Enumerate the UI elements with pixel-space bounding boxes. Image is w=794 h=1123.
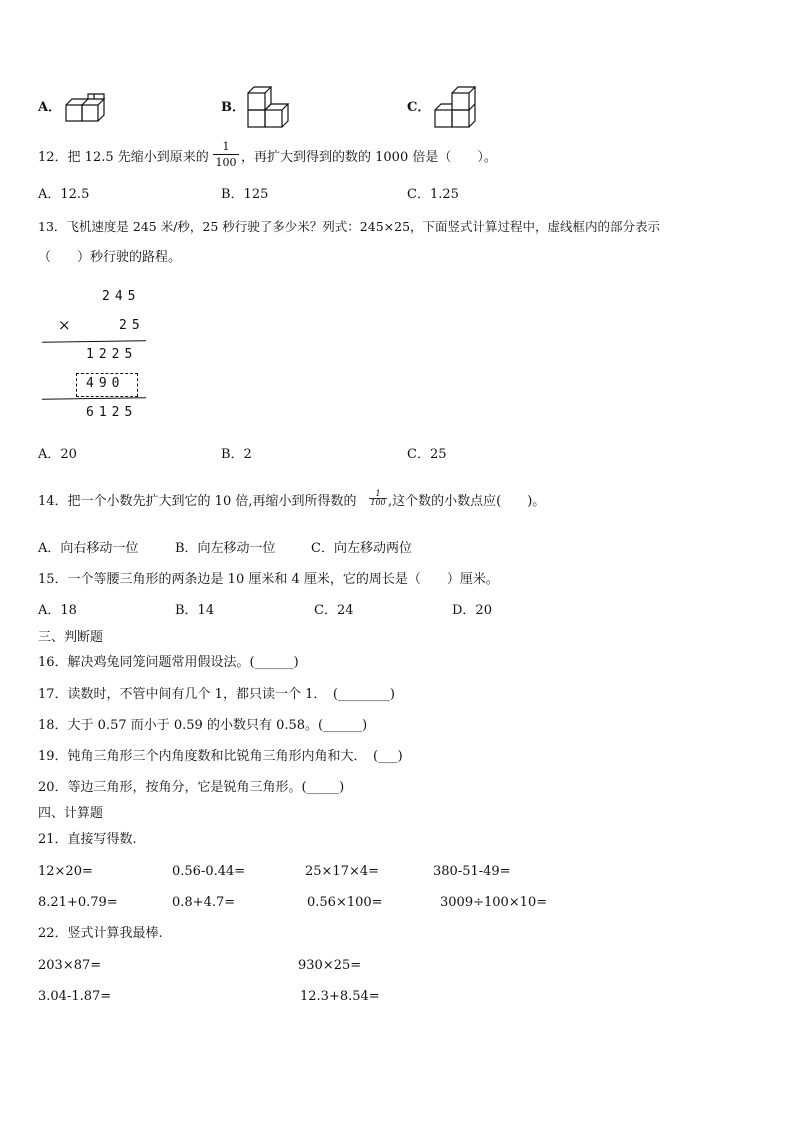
q21-r2-c4: 3009÷100×10= <box>440 895 548 910</box>
calc-row-5: 6125 <box>86 405 138 420</box>
q12-prefix: 12．把 12.5 先缩小到原来的 <box>38 150 209 165</box>
cube-stack-c-icon <box>433 84 479 130</box>
q15-option-b: B．14 <box>175 603 215 618</box>
q21-r1-c2: 0.56-0.44= <box>172 864 246 879</box>
q11-option-b-label: B． <box>221 100 245 115</box>
q14-frac-numerator: 1 <box>375 489 381 498</box>
q21-r2-c2: 0.8+4.7= <box>172 895 236 910</box>
q15-option-a: A．18 <box>38 603 77 618</box>
q21-r2-c3: 0.56×100= <box>307 895 383 910</box>
q21-r1-c3: 25×17×4= <box>305 864 380 879</box>
q12-frac-numerator: 1 <box>222 140 230 153</box>
cube-stack-b-icon <box>246 84 292 130</box>
calc-rule-1 <box>42 340 146 342</box>
q22-r2-c1: 3.04-1.87= <box>38 989 112 1004</box>
q22-r1-c2: 930×25= <box>298 958 362 973</box>
q21-r1-c4: 380-51-49= <box>433 864 511 879</box>
q14-frac-denominator: 100 <box>370 498 386 507</box>
q14-fraction <box>369 490 387 507</box>
q12-frac-bar <box>213 154 239 155</box>
q18-text: 18．大于 0.57 而小于 0.59 的小数只有 0.58。(______) <box>38 718 368 733</box>
q12-option-c: C．1.25 <box>407 187 459 202</box>
calc-row-2: 25 <box>119 318 145 333</box>
q21-title: 21．直接写得数. <box>38 832 137 847</box>
q13-line2: （ ）秒行驶的路程。 <box>38 250 182 265</box>
q21-r1-c1: 12×20= <box>38 864 93 879</box>
q11-option-c-label: C． <box>407 100 431 115</box>
calc-times-sign: × <box>58 316 71 334</box>
q15-text: 15．一个等腰三角形的两条边是 10 厘米和 4 厘米，它的周长是（ ）厘米。 <box>38 572 499 587</box>
q17-text: 17．读数时，不管中间有几个 1，都只读一个 1． (________) <box>38 687 395 702</box>
section-3-title: 三、判断题 <box>38 630 104 645</box>
calc-row-1: 245 <box>102 289 141 304</box>
calc-row-3: 1225 <box>86 347 138 362</box>
q13-option-a: A．20 <box>38 447 77 462</box>
q13-option-b: B．2 <box>221 447 252 462</box>
calc-rule-2 <box>42 397 146 399</box>
q16-text: 16．解决鸡兔同笼问题常用假设法。(______) <box>38 655 299 670</box>
q14-option-b: B．向左移动一位 <box>175 541 276 556</box>
q12-fraction <box>213 140 239 169</box>
q15-option-d: D．20 <box>452 603 492 618</box>
q22-title: 22．竖式计算我最棒. <box>38 926 163 941</box>
section-4-title: 四、计算题 <box>38 806 104 821</box>
q11-option-a-label: A． <box>38 100 62 115</box>
q19-text: 19．钝角三角形三个内角度数和比锐角三角形内角和大． (___) <box>38 749 403 764</box>
q14-option-a: A．向右移动一位 <box>38 541 139 556</box>
q22-r2-c2: 12.3+8.54= <box>300 989 380 1004</box>
q15-option-c: C．24 <box>314 603 354 618</box>
q21-r2-c1: 8.21+0.79= <box>38 895 118 910</box>
q14-suffix: ,这个数的小数点应( )。 <box>388 494 546 509</box>
q14-option-c: C．向左移动两位 <box>311 541 412 556</box>
cube-stack-a-icon <box>64 93 108 123</box>
q13-line1: 13．飞机速度是 245 米/秒，25 秒行驶了多少米？列式：245×25，下面竖式计算过程中，虚线框内的部分表示 <box>38 219 661 234</box>
q12-option-b: B．125 <box>221 187 269 202</box>
q12-frac-denominator: 100 <box>215 156 237 169</box>
q22-r1-c1: 203×87= <box>38 958 102 973</box>
q12-suffix: ，再扩大到得到的数的 1000 倍是（ ）。 <box>241 150 497 165</box>
q13-option-c: C．25 <box>407 447 447 462</box>
q20-text: 20．等边三角形，按角分，它是锐角三角形。(_____) <box>38 780 345 795</box>
q14-prefix: 14．把一个小数先扩大到它的 10 倍,再缩小到所得数的 <box>38 494 357 509</box>
q12-option-a: A．12.5 <box>38 187 90 202</box>
calc-row-4: 490 <box>86 376 125 391</box>
